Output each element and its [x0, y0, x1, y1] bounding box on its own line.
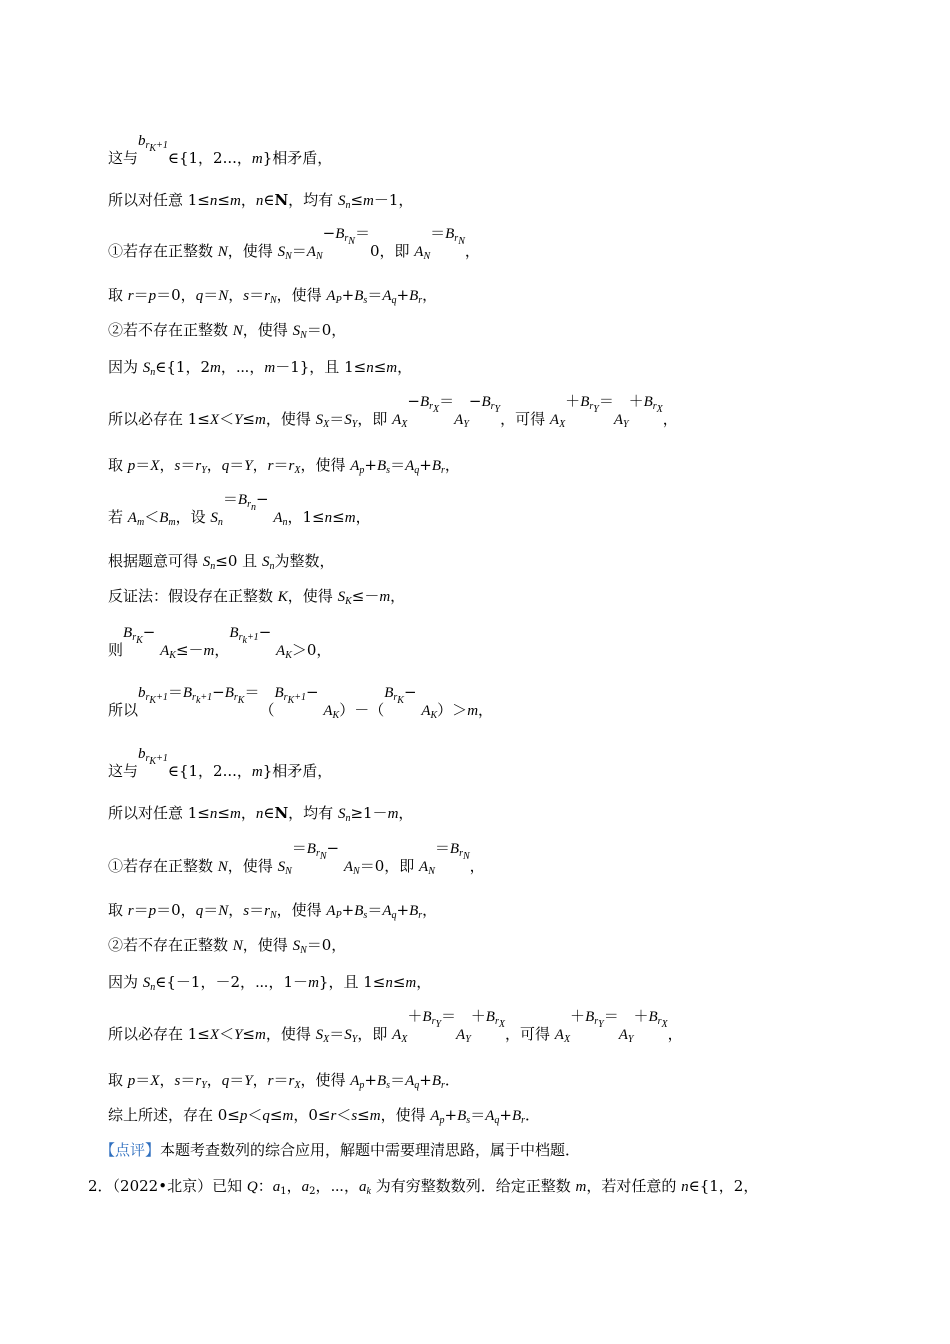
- proof-line: 则$B_{r_K}- A_K\le-m$，$B_{r_k+1}- A_K>0$，: [108, 623, 332, 661]
- proof-line: 所以对任意 1≤n≤m，n∈N，均有 $S_n\le m-1$，: [108, 191, 414, 211]
- proof-line: 所以$b_{r_K+1}=B_{r_k+1}-B_{r_K}=(B_{r_K+1}- A_K)-(B_{r_K}- A_K)>m$，: [108, 683, 494, 721]
- proof-line: 若 $A_m<B_m$，设 $S_n=B_{r_n}- A_n$，1≤n≤m，: [108, 490, 371, 528]
- proof-line: 因为 $S_n\in\{1$，2m，⋯，m－1}，且 1≤n≤m，: [108, 358, 413, 378]
- proof-line: ①若存在正整数 N，使得 $S_N=B_{r_N}- A_N=0$，即 $A_N=B_{r_N}$，: [108, 839, 485, 877]
- proof-line: 所以必存在 1≤X＜Y≤m，使得 $S_X=S_Y$，即 $A_X-B_{r_X}=A_Y-B_{r_Y}$，可得 $A_X+B_{r_Y}=A_Y+B_{r_X}$，: [108, 392, 678, 430]
- proof-line: 综上所述，存在 0≤p＜q≤m，0≤r＜s≤m，使得 $A_p+B_s=A_q+B_r$．: [108, 1106, 541, 1126]
- proof-line: 取 p＝X，$s=r_Y$，q＝Y，$r=r_X$，使得 $A_p+B_s=A_q+B_r$，: [108, 456, 460, 476]
- proof-line: ①若存在正整数 N，使得 $S_N=A_N-B_{r_N}=0$，即 $A_N=B_{r_N}$，: [108, 224, 480, 262]
- proof-line: 取 r＝p＝0，q＝N，$s=r_N$，使得 $A_P+B_s=A_q+B_r$，: [108, 286, 438, 306]
- comment-text: 本题考查数列的综合应用，解题中需要理清思路，属于中档题．: [160, 1141, 581, 1159]
- proof-line: 这与$b_{r_K+1}\in\{1$，2...，m}相矛盾，: [108, 746, 333, 780]
- proof-line: 因为 $S_n\in\{-1$，－2，⋯，1－m}，且 1≤n≤m，: [108, 973, 432, 993]
- proof-line: 根据题意可得 $S_n\le 0$ 且 $S_n$为整数，: [108, 552, 335, 572]
- comment-tag: 【点评】: [100, 1141, 161, 1159]
- comment-line: [100, 1140, 580, 1160]
- proof-line: 反证法：假设存在正整数 K，使得 $S_K\le-m$，: [108, 587, 406, 607]
- proof-line: 所以必存在 1≤X＜Y≤m，使得 $S_X=S_Y$，即 $A_X+B_{r_Y}=A_Y+B_{r_X}$，可得 $A_X+B_{r_Y}=A_Y+B_{r_X}$，: [108, 1007, 683, 1045]
- question-line: 2．（2022•北京）已知 Q：$a_1$，$a_2$，⋯，$a_k$ 为有穷整数数列．给定正整数 m，若对任意的 n∈{1，2，: [88, 1177, 759, 1197]
- proof-line: ②若不存在正整数 N，使得 $S_N=0$，: [108, 321, 347, 341]
- proof-line: 所以对任意 1≤n≤m，n∈N，均有 $S_n\ge 1-m$，: [108, 804, 414, 824]
- proof-line: ②若不存在正整数 N，使得 $S_N=0$，: [108, 936, 347, 956]
- proof-line: 取 r＝p＝0，q＝N，$s=r_N$，使得 $A_P+B_s=A_q+B_r$，: [108, 901, 438, 921]
- proof-line: 取 p＝X，$s=r_Y$，q＝Y，$r=r_X$，使得 $A_p+B_s=A_q+B_r$．: [108, 1071, 460, 1091]
- proof-line: 这与$b_{r_K+1}\in\{1$，2...，m}相矛盾，: [108, 133, 333, 167]
